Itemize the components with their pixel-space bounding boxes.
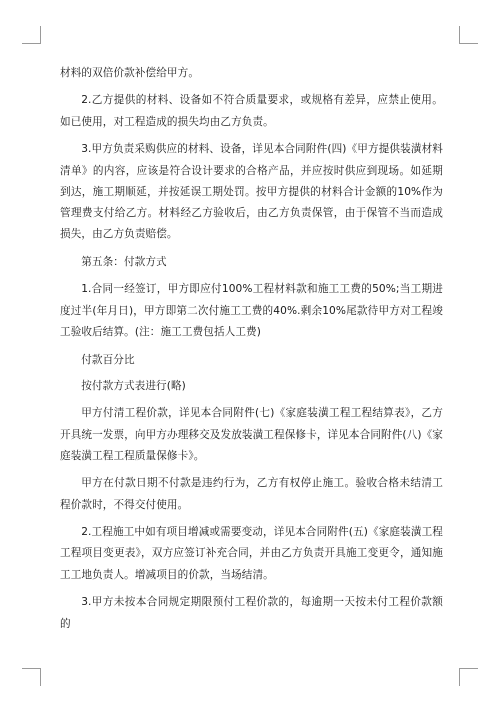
paragraph-breach: 甲方在付款日期不付款是违约行为，乙方有权停止施工。验收合格未结清工程价款时，不得交付使用。 <box>60 477 443 511</box>
section-heading-payment: 第五条：付款方式 <box>81 255 167 268</box>
paragraph-clause-3: 3.甲方负责采购供应的材料、设备，详见本合同附件(四)《甲方提供装潢材料清单》的内容，应该是符合设计要求的合格产品，并应按时供应到现场。如延期到达，施工期顺延，并按延误工期处罚。按甲方提供的材料合计金额的10%作为管理费支付给乙方。材料经乙方验收后，由乙方负责保管，由于保管不当而造成损失，由乙方负责赔偿。 <box>60 143 443 241</box>
paragraph-payment-table: 按付款方式表进行(略) <box>81 379 186 392</box>
crop-mark-bottom-left <box>22 668 41 686</box>
document-body <box>60 63 443 641</box>
crop-mark-top-left <box>22 26 41 44</box>
paragraph-continuation: 材料的双倍价款补偿给甲方。 <box>60 67 200 79</box>
paragraph-changes: 2.工程施工中如有项目增减或需要变动，详见本合同附件(五)《家庭装潢工程工程项目变更表》，双方应签订补充合同，并由乙方负责开具施工变更令，通知施工工地负责人。增减项目的价款，当场结清。 <box>60 526 443 581</box>
paragraph-payment-percentage: 付款百分比 <box>81 353 135 366</box>
paragraph-clause-2: 2.乙方提供的材料、设备如不符合质量要求，或规格有差异，应禁止使用。如已使用，对工程造成的损失均由乙方负责。 <box>60 94 443 128</box>
crop-mark-top-right <box>459 26 478 44</box>
crop-mark-bottom-right <box>459 668 478 686</box>
paragraph-payment-1: 1.合同一经签订，甲方即应付100%工程材料款和施工工费的50%;当工期进度过半(年月日)，甲方即第二次付施工工费的40%.剩余10%尾款待甲方对工程竣工验收后结算。(注：施工工费包括人工费) <box>60 283 443 339</box>
paragraph-late-payment: 3.甲方未按本合同规定期限预付工程价款的，每逾期一天按未付工程价款额的 <box>60 596 443 630</box>
paragraph-settlement: 甲方付清工程价款，详见本合同附件(七)《家庭装潢工程工程结算表》，乙方开具统一发票，向甲方办理移交及发放装潢工程保修卡，详见本合同附件(八)《家庭装潢工程工程质量保修卡》。 <box>60 407 443 462</box>
